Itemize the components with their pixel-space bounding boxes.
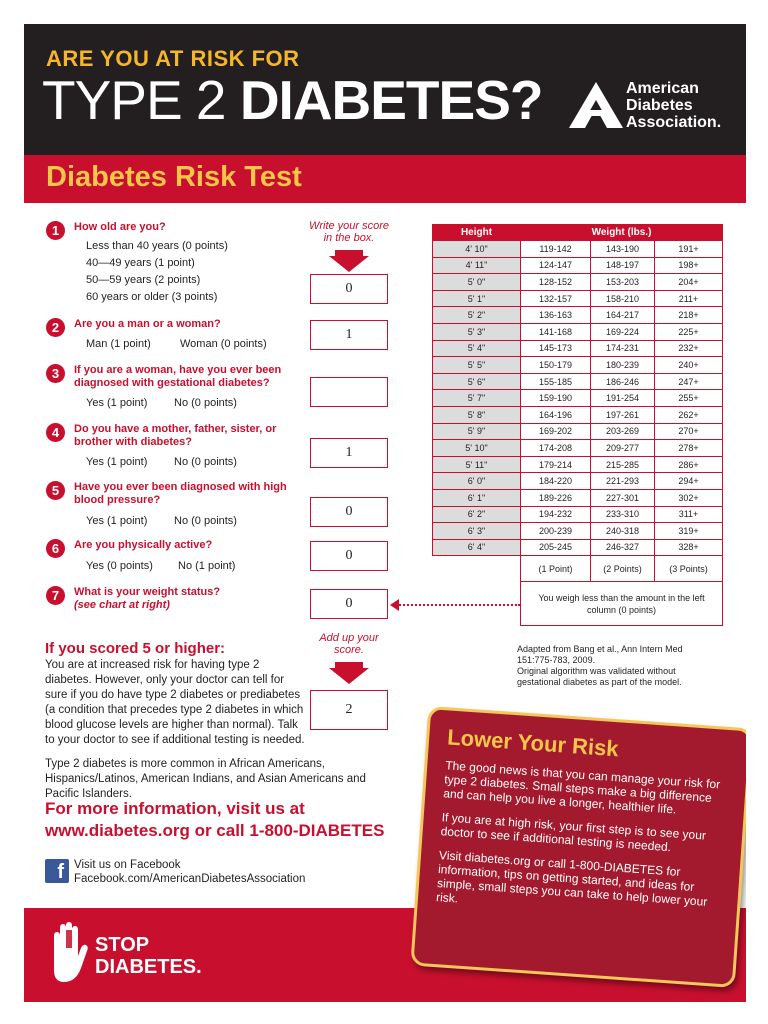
question-number: 4	[46, 423, 65, 442]
table-row	[433, 440, 723, 457]
points-row	[433, 556, 723, 582]
weight-3pt-cell: 302+	[655, 489, 723, 506]
weight-3pt-cell: 255+	[655, 390, 723, 407]
blank-cell	[433, 556, 521, 582]
height-cell: 6' 2"	[433, 506, 521, 523]
option: Yes (0 points)	[86, 560, 153, 572]
result-heading: If you scored 5 or higher:	[45, 640, 226, 657]
weight-3pt-cell: 218+	[655, 307, 723, 324]
weight-1pt-cell: 150-179	[521, 357, 591, 374]
weight-2pt-cell: 197-261	[591, 406, 655, 423]
points-cell: (3 Points)	[655, 556, 723, 582]
question-text: How old are you?	[74, 221, 166, 233]
weight-1pt-cell: 128-152	[521, 274, 591, 291]
more-info-line1: For more information, visit us at	[45, 799, 305, 818]
weight-1pt-cell: 136-163	[521, 307, 591, 324]
lower-risk-p3: Visit diabetes.org or call 1-800-DIABETES for information, tips on getting started, and ideas for simple, small steps you can take to help lower your risk.	[435, 848, 708, 909]
question-text: Have you ever been diagnosed with high blood pressure?	[74, 481, 287, 506]
source-citation	[517, 644, 683, 688]
weight-1pt-cell: 194-232	[521, 506, 591, 523]
arrow-down-icon	[329, 250, 369, 272]
test-title: Diabetes Risk Test	[46, 161, 302, 193]
height-cell: 5' 2"	[433, 307, 521, 324]
weight-2pt-cell: 221-293	[591, 473, 655, 490]
stop-hand-icon	[46, 922, 90, 984]
table-row	[433, 290, 723, 307]
total-score-box[interactable]: 2	[310, 690, 388, 730]
option: Woman (0 points)	[180, 338, 267, 350]
ada-logo-icon	[567, 80, 625, 130]
option: 40—49 years (1 point)	[86, 257, 195, 269]
weight-2pt-cell: 164-217	[591, 307, 655, 324]
option: Yes (1 point)	[86, 397, 148, 409]
height-cell: 5' 4"	[433, 340, 521, 357]
underweight-row	[433, 582, 723, 626]
height-cell: 4' 11"	[433, 257, 521, 274]
weight-2pt-cell: 227-301	[591, 489, 655, 506]
ada-line1: American	[626, 80, 699, 97]
table-row	[433, 241, 723, 258]
facebook-info	[74, 858, 305, 886]
question-number: 1	[46, 221, 65, 240]
option: No (0 points)	[174, 456, 237, 468]
height-cell: 5' 9"	[433, 423, 521, 440]
more-info	[45, 798, 384, 842]
weight-2pt-cell: 203-269	[591, 423, 655, 440]
question-text: If you are a woman, have you ever been diagnosed with gestational diabetes?	[74, 364, 282, 389]
citation-line2: 151:775-783, 2009.	[517, 655, 596, 665]
score-box-6[interactable]: 0	[310, 541, 388, 571]
table-row	[433, 506, 723, 523]
stop-diabetes-wordmark	[95, 934, 202, 978]
weight-3pt-cell: 311+	[655, 506, 723, 523]
weight-1pt-cell: 119-142	[521, 241, 591, 258]
table-row	[433, 473, 723, 490]
table-header	[433, 225, 723, 241]
weight-1pt-cell: 179-214	[521, 456, 591, 473]
weight-3pt-cell: 232+	[655, 340, 723, 357]
weight-3pt-cell: 286+	[655, 456, 723, 473]
table-row	[433, 539, 723, 556]
weight-2pt-cell: 191-254	[591, 390, 655, 407]
height-cell: 5' 6"	[433, 373, 521, 390]
option: 50—59 years (2 points)	[86, 274, 201, 286]
weight-2pt-cell: 240-318	[591, 523, 655, 540]
question-number: 6	[46, 539, 65, 558]
weight-3pt-cell: 328+	[655, 539, 723, 556]
col-height: Height	[433, 225, 521, 241]
weight-2pt-cell: 143-190	[591, 241, 655, 258]
citation-line1: Adapted from Bang et al., Ann Intern Med	[517, 644, 683, 654]
option: No (0 points)	[174, 397, 237, 409]
weight-3pt-cell: 211+	[655, 290, 723, 307]
weight-2pt-cell: 174-231	[591, 340, 655, 357]
weight-1pt-cell: 164-196	[521, 406, 591, 423]
weight-1pt-cell: 200-239	[521, 523, 591, 540]
population-note: Type 2 diabetes is more common in African Americans, Hispanics/Latinos, American Indians, and Asian Americans and Pacific Islanders.	[45, 758, 366, 800]
table-row	[433, 456, 723, 473]
ada-line3: Association.	[626, 114, 722, 131]
lower-risk-title: Lower Your Risk	[446, 724, 620, 762]
question-number: 7	[46, 586, 65, 605]
height-cell: 6' 0"	[433, 473, 521, 490]
height-cell: 5' 7"	[433, 390, 521, 407]
table-row	[433, 489, 723, 506]
header-kicker: ARE YOU AT RISK FOR	[46, 46, 300, 71]
weight-1pt-cell: 159-190	[521, 390, 591, 407]
more-info-line2[interactable]: www.diabetes.org or call 1-800-DIABETES	[45, 821, 385, 840]
ada-line2: Diabetes	[626, 97, 693, 114]
header	[24, 24, 746, 155]
write-score-hint: Write your score in the box.	[308, 220, 390, 244]
height-cell: 5' 0"	[433, 274, 521, 291]
weight-2pt-cell: 158-210	[591, 290, 655, 307]
weight-3pt-cell: 198+	[655, 257, 723, 274]
question-text	[74, 586, 304, 612]
weight-1pt-cell: 145-173	[521, 340, 591, 357]
height-cell: 5' 3"	[433, 323, 521, 340]
question-number: 2	[46, 318, 65, 337]
lower-risk-p2: If you are at high risk, your first step is to see your doctor to see if additional testing is needed.	[440, 810, 707, 855]
table-row	[433, 373, 723, 390]
score-box-7[interactable]: 0	[310, 589, 388, 619]
table-row	[433, 323, 723, 340]
weight-2pt-cell: 209-277	[591, 440, 655, 457]
weight-3pt-cell: 240+	[655, 357, 723, 374]
score-box-3[interactable]	[310, 377, 388, 407]
facebook-link[interactable]: Facebook.com/AmericanDiabetesAssociation	[74, 873, 306, 885]
weight-3pt-cell: 204+	[655, 274, 723, 291]
weight-3pt-cell: 191+	[655, 241, 723, 258]
table-row	[433, 274, 723, 291]
stop-line2: DIABETES.	[95, 956, 202, 978]
option: 60 years or older (3 points)	[86, 291, 218, 303]
add-score-hint: Add up your score.	[319, 632, 379, 656]
citation-line3: Original algorithm was validated without	[517, 666, 676, 676]
score-box-5[interactable]: 0	[310, 497, 388, 527]
option: No (1 point)	[178, 560, 236, 572]
test-title-band	[24, 155, 746, 203]
blank-cell	[433, 582, 521, 626]
weight-1pt-cell: 169-202	[521, 423, 591, 440]
arrow-down-icon	[329, 662, 369, 684]
weight-1pt-cell: 132-157	[521, 290, 591, 307]
title-light: TYPE 2	[42, 69, 226, 131]
risk-test-flyer	[24, 24, 746, 1002]
height-cell: 5' 11"	[433, 456, 521, 473]
col-weight: Weight (lbs.)	[521, 225, 723, 241]
question-7-subtext: (see chart at right)	[74, 599, 170, 611]
score-box-1[interactable]: 0	[310, 274, 388, 304]
weight-2pt-cell: 180-239	[591, 357, 655, 374]
lower-risk-card	[410, 706, 746, 988]
points-cell: (1 Point)	[521, 556, 591, 582]
option: No (0 points)	[174, 515, 237, 527]
table-row	[433, 257, 723, 274]
weight-1pt-cell: 205-245	[521, 539, 591, 556]
weight-3pt-cell: 247+	[655, 373, 723, 390]
weight-3pt-cell: 294+	[655, 473, 723, 490]
page-title	[42, 68, 543, 132]
height-weight-table	[432, 224, 723, 626]
weight-3pt-cell: 225+	[655, 323, 723, 340]
height-cell: 5' 10"	[433, 440, 521, 457]
option: Less than 40 years (0 points)	[86, 240, 228, 252]
question-number: 5	[46, 481, 65, 500]
height-cell: 5' 1"	[433, 290, 521, 307]
question-number: 3	[46, 364, 65, 383]
score-box-2[interactable]: 1	[310, 320, 388, 350]
question-text: Are you physically active?	[74, 539, 213, 551]
weight-2pt-cell: 215-285	[591, 456, 655, 473]
table-row	[433, 406, 723, 423]
table-row	[433, 390, 723, 407]
title-bold: DIABETES?	[239, 69, 543, 131]
weight-2pt-cell: 233-310	[591, 506, 655, 523]
stop-line1: STOP	[95, 934, 150, 956]
height-cell: 5' 8"	[433, 406, 521, 423]
weight-3pt-cell: 262+	[655, 406, 723, 423]
height-cell: 5' 5"	[433, 357, 521, 374]
height-cell: 6' 3"	[433, 523, 521, 540]
weight-3pt-cell: 319+	[655, 523, 723, 540]
weight-2pt-cell: 186-246	[591, 373, 655, 390]
option: Yes (1 point)	[86, 515, 148, 527]
height-cell: 6' 4"	[433, 539, 521, 556]
question-text: Do you have a mother, father, sister, or brother with diabetes?	[74, 423, 277, 448]
table-body	[433, 241, 723, 556]
weight-2pt-cell: 153-203	[591, 274, 655, 291]
arrow-left-icon	[390, 599, 399, 611]
option: Man (1 point)	[86, 338, 151, 350]
points-cell: (2 Points)	[591, 556, 655, 582]
weight-1pt-cell: 184-220	[521, 473, 591, 490]
weight-3pt-cell: 278+	[655, 440, 723, 457]
height-cell: 6' 1"	[433, 489, 521, 506]
weight-1pt-cell: 155-185	[521, 373, 591, 390]
weight-1pt-cell: 124-147	[521, 257, 591, 274]
facebook-line1: Visit us on Facebook	[74, 859, 181, 871]
table-row	[433, 423, 723, 440]
height-cell: 4' 10"	[433, 241, 521, 258]
weight-1pt-cell: 174-208	[521, 440, 591, 457]
table-row	[433, 357, 723, 374]
weight-2pt-cell: 246-327	[591, 539, 655, 556]
weight-2pt-cell: 169-224	[591, 323, 655, 340]
score-box-4[interactable]: 1	[310, 438, 388, 468]
facebook-icon[interactable]: f	[45, 859, 69, 883]
weight-3pt-cell: 270+	[655, 423, 723, 440]
result-body: You are at increased risk for having type 2 diabetes. However, only your doctor can tell for sure if you do have type 2 diabetes or prediabetes (a condition that precedes type 2 diabetes in which blood glucose levels are higher than normal). Talk to your doctor to see if additional testing is needed.	[45, 659, 305, 746]
option: Yes (1 point)	[86, 456, 148, 468]
weight-1pt-cell: 189-226	[521, 489, 591, 506]
table-row	[433, 340, 723, 357]
table-row	[433, 523, 723, 540]
lower-risk-p1: The good news is that you can manage your risk for type 2 diabetes. Small steps make a big difference and can help you live a longer, healthier life.	[442, 758, 721, 817]
weight-1pt-cell: 141-168	[521, 323, 591, 340]
weight-2pt-cell: 148-197	[591, 257, 655, 274]
question-text: Are you a man or a woman?	[74, 318, 221, 330]
underweight-note: You weigh less than the amount in the left column (0 points)	[521, 582, 723, 626]
question-7-text: What is your weight status?	[74, 586, 221, 598]
ada-wordmark	[626, 80, 721, 131]
citation-line4: gestational diabetes as part of the model.	[517, 677, 682, 687]
table-row	[433, 307, 723, 324]
